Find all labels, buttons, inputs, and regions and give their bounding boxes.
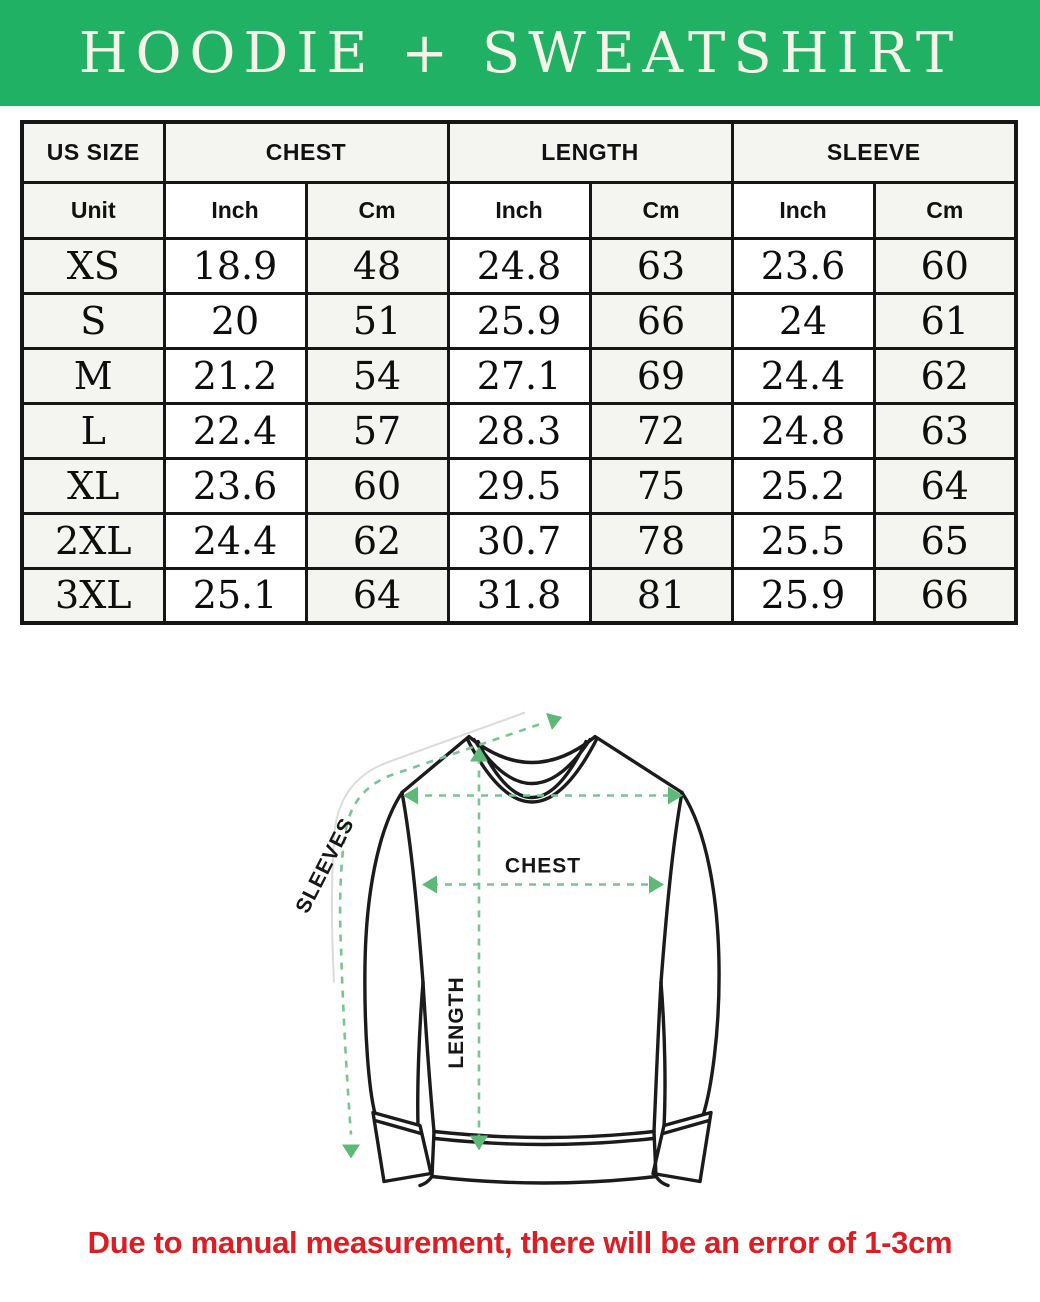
value-cell: 63 bbox=[590, 238, 732, 293]
chest-label: CHEST bbox=[504, 854, 582, 878]
size-cell: XS bbox=[22, 238, 164, 293]
col-header-length: LENGTH bbox=[448, 122, 732, 182]
unit-header-cm: Cm bbox=[590, 182, 732, 238]
value-cell: 22.4 bbox=[164, 403, 306, 458]
unit-header-cm: Cm bbox=[306, 182, 448, 238]
value-cell: 69 bbox=[590, 348, 732, 403]
right-sleeve-seam bbox=[661, 793, 682, 983]
col-header-us-size: US SIZE bbox=[22, 122, 164, 182]
value-cell: 25.2 bbox=[732, 458, 874, 513]
table-row bbox=[22, 458, 1016, 513]
value-cell: 78 bbox=[590, 513, 732, 568]
value-cell: 24.4 bbox=[164, 513, 306, 568]
value-cell: 30.7 bbox=[448, 513, 590, 568]
size-cell: 3XL bbox=[22, 568, 164, 623]
table-row bbox=[22, 403, 1016, 458]
value-cell: 72 bbox=[590, 403, 732, 458]
value-cell: 60 bbox=[874, 238, 1016, 293]
value-cell: 81 bbox=[590, 568, 732, 623]
unit-header-inch: Inch bbox=[732, 182, 874, 238]
value-cell: 48 bbox=[306, 238, 448, 293]
value-cell: 20 bbox=[164, 293, 306, 348]
size-cell: XL bbox=[22, 458, 164, 513]
arrow-down-icon bbox=[342, 1145, 360, 1159]
value-cell: 31.8 bbox=[448, 568, 590, 623]
value-cell: 61 bbox=[874, 293, 1016, 348]
value-cell: 25.9 bbox=[732, 568, 874, 623]
value-cell: 27.1 bbox=[448, 348, 590, 403]
value-cell: 21.2 bbox=[164, 348, 306, 403]
value-cell: 60 bbox=[306, 458, 448, 513]
unit-header-inch: Inch bbox=[448, 182, 590, 238]
value-cell: 18.9 bbox=[164, 238, 306, 293]
value-cell: 24.4 bbox=[732, 348, 874, 403]
value-cell: 25.5 bbox=[732, 513, 874, 568]
size-chart-table bbox=[20, 120, 1018, 625]
value-cell: 66 bbox=[874, 568, 1016, 623]
measurement-disclaimer: Due to manual measurement, there will be an error of 1-3cm bbox=[87, 1225, 953, 1260]
size-cell: S bbox=[22, 293, 164, 348]
value-cell: 24.8 bbox=[448, 238, 590, 293]
size-cell: M bbox=[22, 348, 164, 403]
table-row bbox=[22, 348, 1016, 403]
waistband-right-flare bbox=[656, 1177, 668, 1186]
value-cell: 51 bbox=[306, 293, 448, 348]
value-cell: 28.3 bbox=[448, 403, 590, 458]
right-sleeve-inner-edge bbox=[661, 983, 665, 1127]
value-cell: 62 bbox=[306, 513, 448, 568]
table-row bbox=[22, 568, 1016, 623]
table-row bbox=[22, 238, 1016, 293]
value-cell: 62 bbox=[874, 348, 1016, 403]
waistband-right-edge bbox=[654, 1132, 656, 1177]
left-sleeve-outer-edge bbox=[365, 793, 402, 1114]
sweatshirt-drawing bbox=[287, 681, 767, 1199]
waistband-left-edge bbox=[432, 1132, 434, 1177]
value-cell: 66 bbox=[590, 293, 732, 348]
value-cell: 54 bbox=[306, 348, 448, 403]
left-sleeve-seam bbox=[402, 793, 423, 983]
table-row bbox=[22, 293, 1016, 348]
arrow-right-icon bbox=[546, 708, 565, 730]
collar-rib-line bbox=[478, 742, 586, 798]
value-cell: 63 bbox=[874, 403, 1016, 458]
value-cell: 25.1 bbox=[164, 568, 306, 623]
left-sleeve-inner-edge bbox=[418, 983, 423, 1127]
value-cell: 75 bbox=[590, 458, 732, 513]
size-cell: 2XL bbox=[22, 513, 164, 568]
col-header-sleeve: SLEEVE bbox=[732, 122, 1016, 182]
waistband-bottom-edge bbox=[432, 1177, 656, 1184]
table-unit-header-row bbox=[22, 182, 1016, 238]
value-cell: 23.6 bbox=[732, 238, 874, 293]
right-sleeve-outer-edge bbox=[682, 793, 719, 1116]
arrow-left-icon bbox=[422, 876, 437, 894]
unit-header-cm: Cm bbox=[874, 182, 1016, 238]
page-title: HOODIE + SWEATSHIRT bbox=[78, 20, 962, 86]
col-header-chest: CHEST bbox=[164, 122, 448, 182]
unit-header: Unit bbox=[22, 182, 164, 238]
value-cell: 29.5 bbox=[448, 458, 590, 513]
waistband-top-seam bbox=[434, 1132, 654, 1138]
unit-header-inch: Inch bbox=[164, 182, 306, 238]
value-cell: 64 bbox=[874, 458, 1016, 513]
title-banner bbox=[0, 0, 1040, 106]
arrow-right-icon bbox=[649, 876, 664, 894]
value-cell: 65 bbox=[874, 513, 1016, 568]
table-group-header-row bbox=[22, 122, 1016, 182]
sweatshirt-measurement-diagram bbox=[287, 681, 767, 1199]
value-cell: 24 bbox=[732, 293, 874, 348]
value-cell: 23.6 bbox=[164, 458, 306, 513]
waistband-left-flare bbox=[420, 1177, 432, 1186]
right-shoulder-line bbox=[595, 737, 682, 793]
body-right-edge bbox=[654, 983, 661, 1132]
sleeves-label: SLEEVES bbox=[291, 814, 360, 918]
value-cell: 25.9 bbox=[448, 293, 590, 348]
table-row bbox=[22, 513, 1016, 568]
length-label: LENGTH bbox=[445, 976, 468, 1069]
value-cell: 64 bbox=[306, 568, 448, 623]
value-cell: 57 bbox=[306, 403, 448, 458]
waistband-second-seam bbox=[435, 1139, 653, 1145]
value-cell: 24.8 bbox=[732, 403, 874, 458]
body-left-edge bbox=[423, 983, 434, 1132]
size-cell: L bbox=[22, 403, 164, 458]
